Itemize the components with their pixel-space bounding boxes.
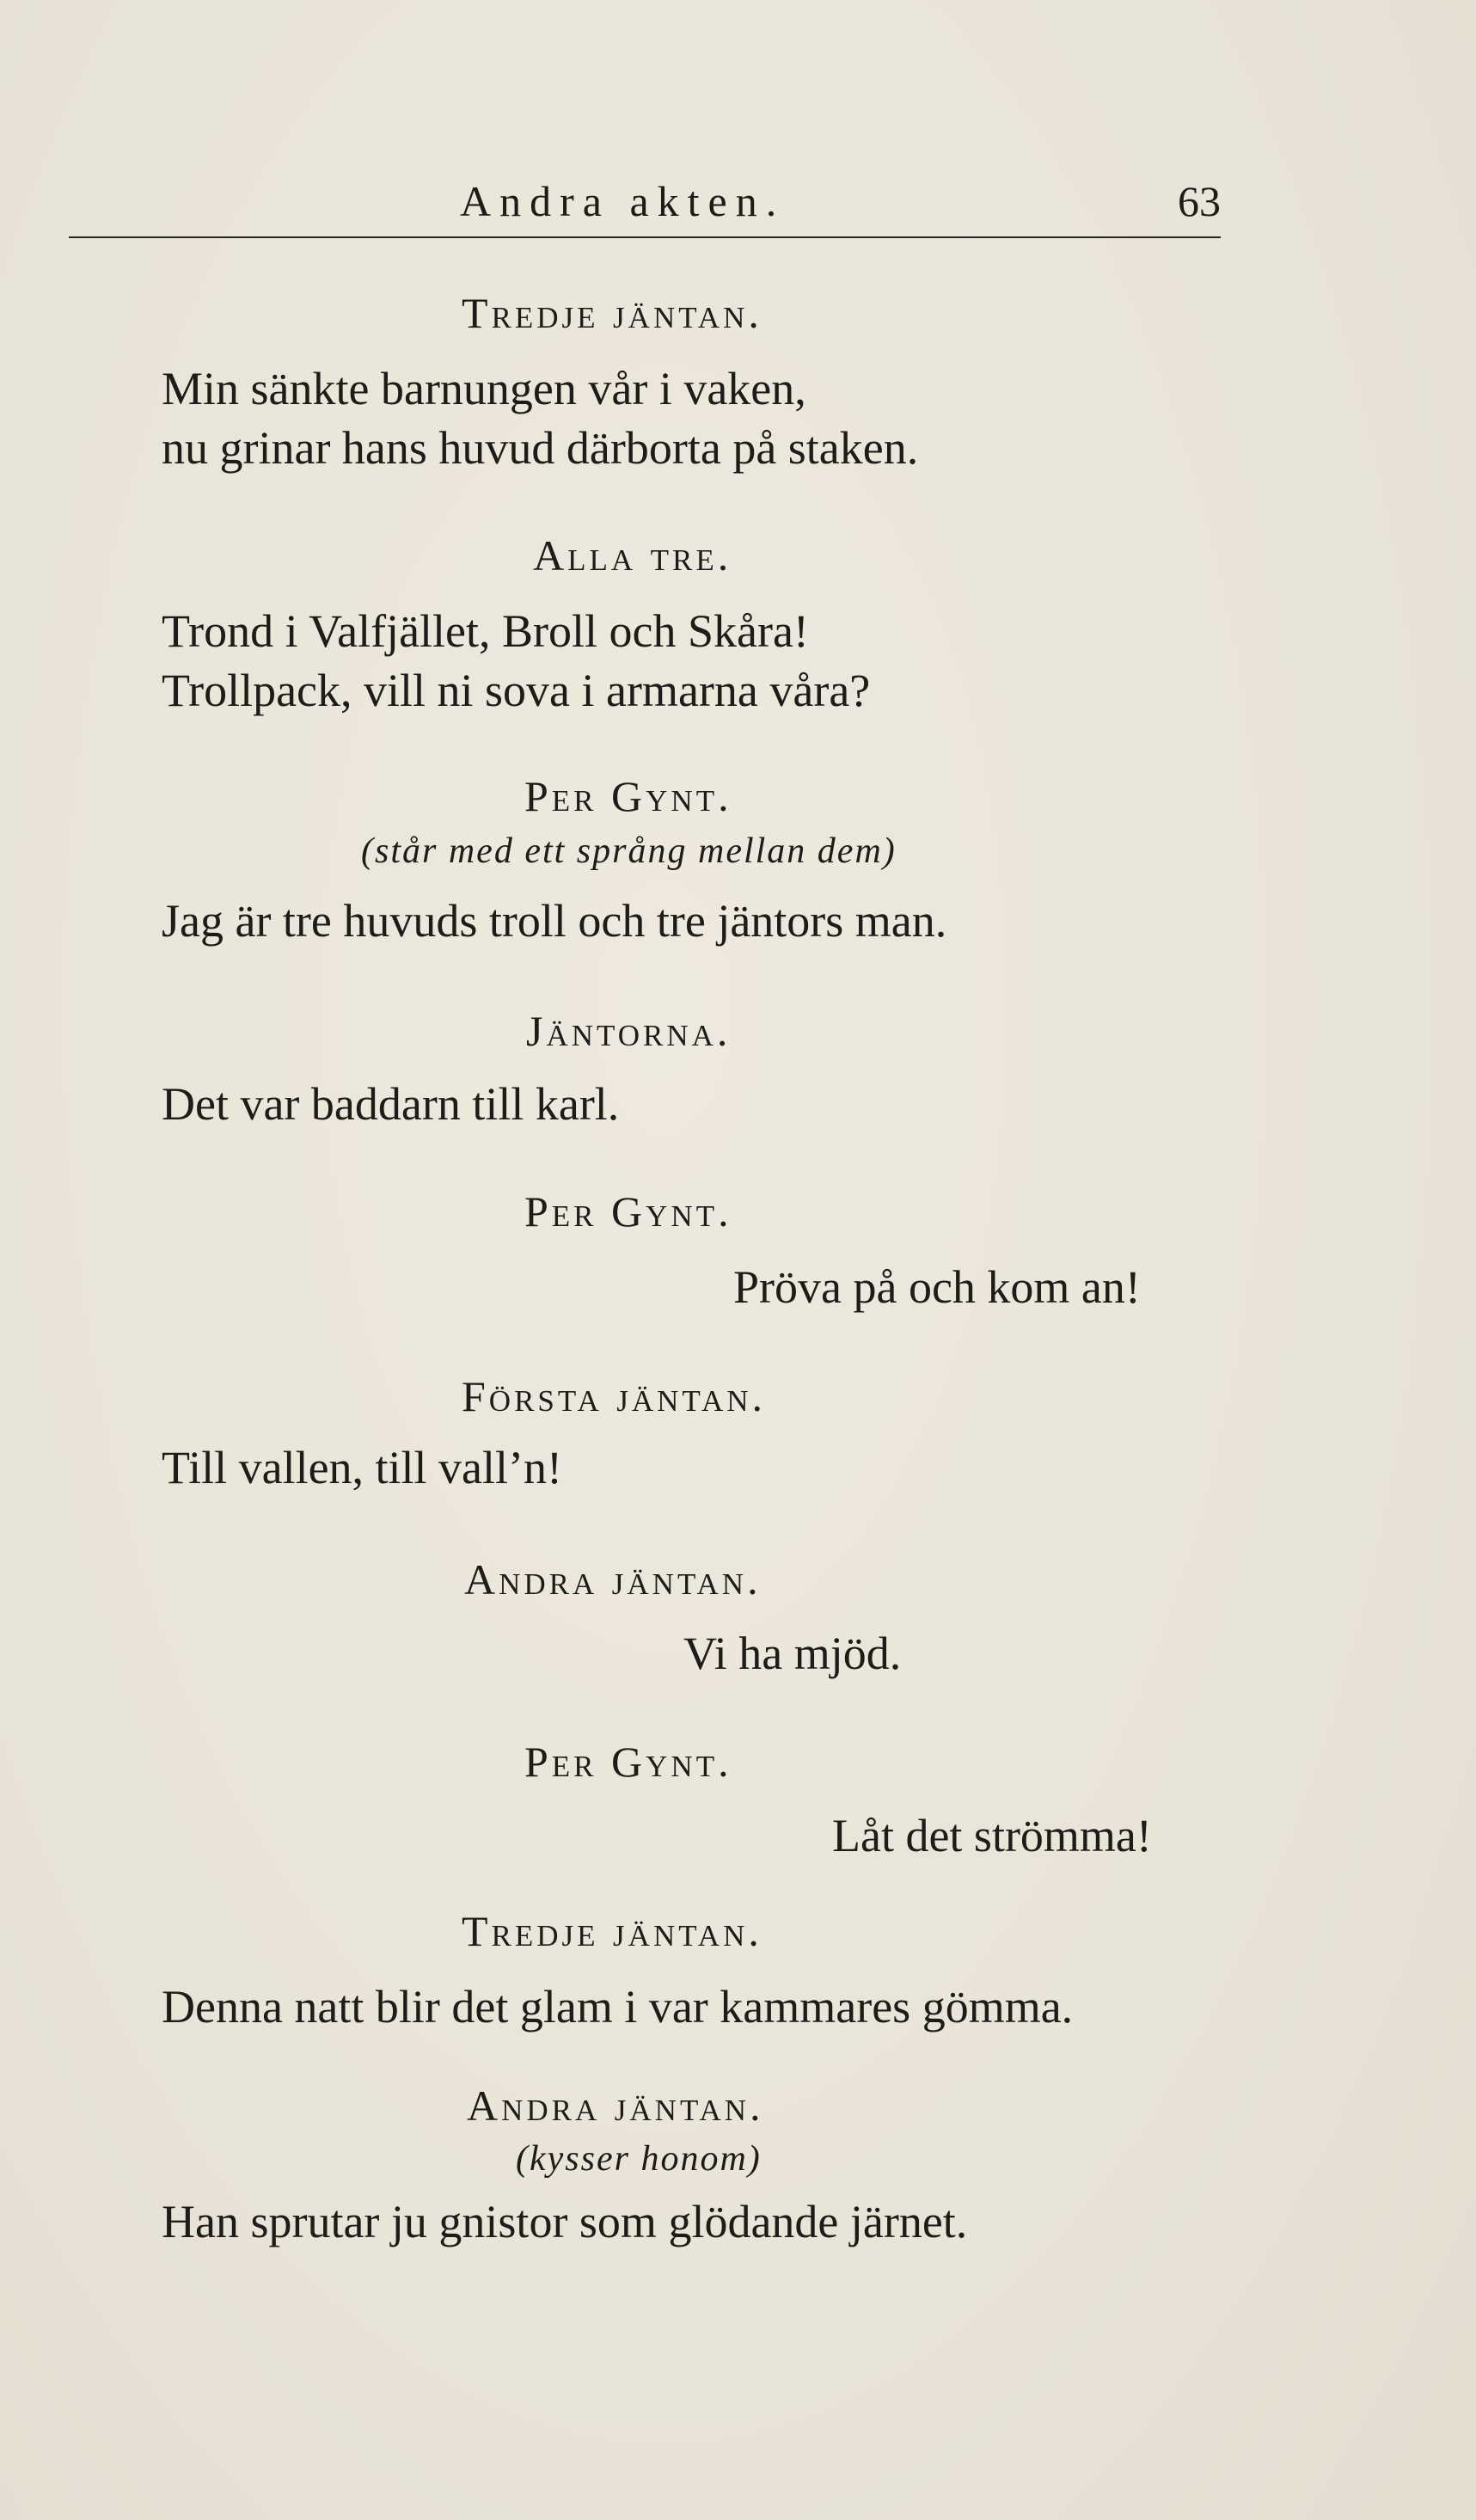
stage-direction: (står med ett språng mellan dem) xyxy=(361,831,897,871)
verse-line: Jag är tre huvuds troll och tre jäntors man. xyxy=(162,895,947,947)
verse-line: Till vallen, till vall’n! xyxy=(162,1442,562,1493)
speaker-heading: Första jäntan. xyxy=(462,1372,767,1420)
verse-line: Det var baddarn till karl. xyxy=(162,1078,620,1130)
page-number: 63 xyxy=(1178,177,1221,225)
speaker-heading: Per Gynt. xyxy=(524,772,732,820)
header-title: Andra akten. xyxy=(460,177,786,225)
verse-line: Trollpack, vill ni sova i armarna våra? xyxy=(162,665,871,716)
speaker-heading: Alla tre. xyxy=(533,531,732,579)
speaker-heading: Andra jäntan. xyxy=(467,2082,764,2130)
speaker-heading: Per Gynt. xyxy=(524,1187,732,1235)
verse-line: Min sänkte barnungen vår i vaken, xyxy=(162,363,806,414)
speaker-heading: Per Gynt. xyxy=(524,1738,732,1786)
speaker-heading: Andra jäntan. xyxy=(464,1555,762,1603)
speaker-heading: Tredje jäntan. xyxy=(462,289,762,337)
verse-line: Låt det strömma! xyxy=(832,1810,1152,1861)
verse-line: Vi ha mjöd. xyxy=(683,1628,902,1679)
verse-line: Trond i Valfjället, Broll och Skåra! xyxy=(162,605,809,657)
verse-line: Denna natt blir det glam i var kammares gömma. xyxy=(162,1981,1074,2033)
stage-direction: (kysser honom) xyxy=(516,2139,762,2179)
verse-line: Pröva på och kom an! xyxy=(733,1261,1141,1313)
speaker-heading: Tredje jäntan. xyxy=(462,1907,762,1955)
speaker-heading: Jäntorna. xyxy=(526,1007,732,1055)
running-header xyxy=(69,168,1221,238)
verse-line: nu grinar hans huvud därborta på staken. xyxy=(162,422,919,474)
verse-line: Han sprutar ju gnistor som glödande järnet. xyxy=(162,2196,968,2247)
